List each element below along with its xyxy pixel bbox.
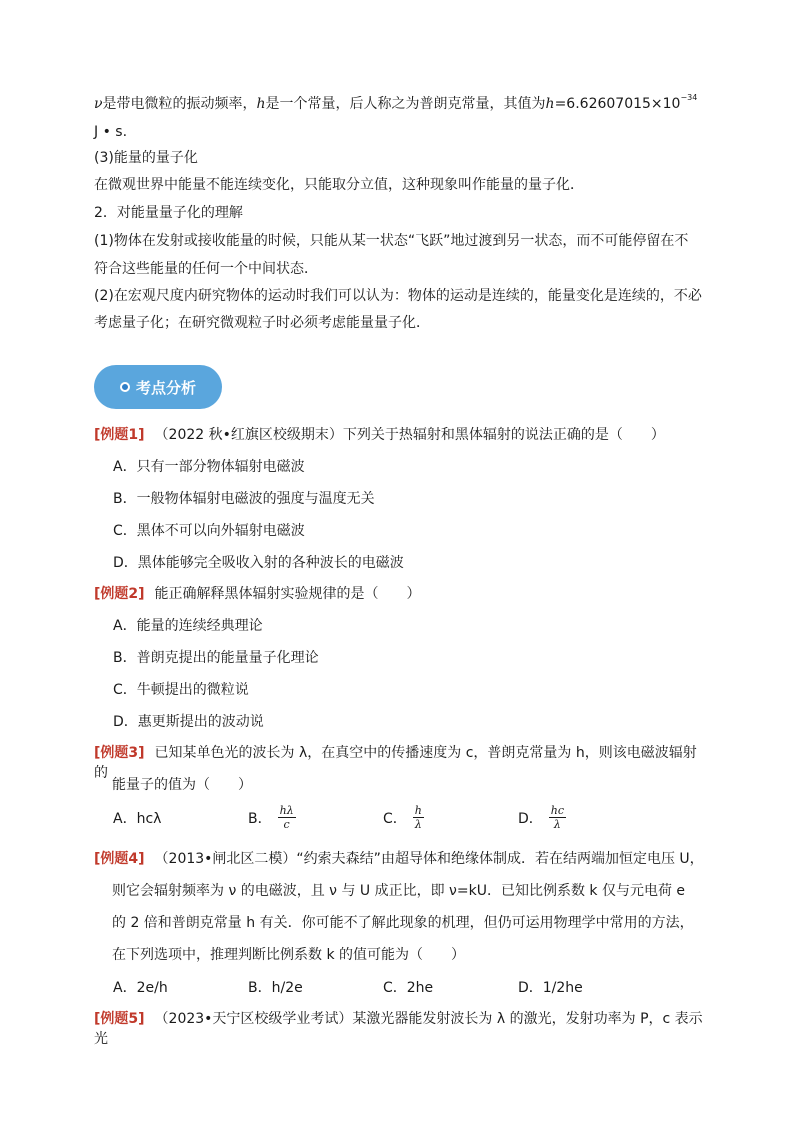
bullet-icon [120, 382, 130, 392]
question-2 [94, 584, 704, 604]
section-3-title: (3)能量的量子化 [94, 150, 198, 166]
question-1 [94, 425, 704, 445]
question-4-cont-1: 则它会辐射频率为 ν 的电磁波，且 ν 与 U 成正比，即 ν=kU．已知比例系数 k 仅与元电荷 e [112, 883, 686, 899]
q1-option-c[interactable]: C．黑体不可以向外辐射电磁波 [113, 523, 305, 539]
q3-options [113, 804, 673, 831]
question-label: [例题2] [94, 586, 145, 602]
fraction: $\frac{h}{\lambda}$ [414, 804, 422, 831]
point-1-line-1: (1)物体在发射或接收能量的时候，只能从某一状态“飞跃”地过渡到另一状态，而不可能停留在不 [94, 233, 689, 249]
q1-option-d[interactable]: D．黑体能够完全吸收入射的各种波长的电磁波 [113, 555, 404, 571]
intro-line-2: J • s. [94, 124, 128, 140]
point-2-line-2: 考虑量子化；在研究微观粒子时必须考虑能量量子化． [94, 315, 430, 331]
question-4-cont-3: 在下列选项中，推理判断比例系数 k 的值可能为（ ） [112, 947, 466, 963]
q4-option-b[interactable]: B．h/2e [248, 980, 303, 996]
point-2-line-1: (2)在宏观尺度内研究物体的运动时我们可以认为：物体的运动是连续的，能量变化是连续的，不必 [94, 288, 702, 304]
q4-option-d[interactable]: D．1/2he [518, 980, 583, 996]
q4-option-a[interactable]: A．2e/h [113, 980, 168, 996]
question-text: 能正确解释黑体辐射实验规律的是（ ） [154, 586, 421, 602]
intro-line-1: ν是带电微粒的振动频率，h是一个常量，后人称之为普朗克常量，其值为$h=6.62607015\times 10^{-34}$ [94, 93, 698, 112]
q3-option-c[interactable]: C． $\frac{h}{\lambda}$ [383, 804, 422, 831]
question-text: （2023•天宁区校级学业考试）某激光器能发射波长为 λ 的激光，发射功率为 P，c 表示光 [94, 1011, 703, 1047]
question-label: [例题4] [94, 851, 145, 867]
section-badge [94, 365, 222, 409]
q3-option-b[interactable]: B． $\frac{h\lambda}{c}$ [248, 804, 294, 831]
q1-option-b[interactable]: B．一般物体辐射电磁波的强度与温度无关 [113, 491, 375, 507]
q4-option-c[interactable]: C．2he [383, 980, 434, 996]
point-1-line-2: 符合这些能量的任何一个中间状态． [94, 261, 318, 277]
q2-option-d[interactable]: D．惠更斯提出的波动说 [113, 714, 264, 730]
q4-options [113, 977, 673, 997]
question-text: （2013•闸北区二模）“约索夫森结”由超导体和绝缘体制成．若在结两端加恒定电压 U， [154, 851, 704, 867]
q2-option-c[interactable]: C．牛顿提出的微粒说 [113, 682, 249, 698]
question-text: （2022 秋•红旗区校级期末）下列关于热辐射和黑体辐射的说法正确的是（ ） [154, 427, 665, 443]
question-label: [例题1] [94, 427, 145, 443]
badge-label: 考点分析 [135, 378, 196, 397]
question-label: [例题3] [94, 745, 145, 761]
q1-option-a[interactable]: A．只有一部分物体辐射电磁波 [113, 459, 305, 475]
question-text: 已知某单色光的波长为 λ，在真空中的传播速度为 c，普朗克常量为 h，则该电磁波辐射的 [94, 745, 697, 781]
question-4-cont-2: 的 2 倍和普朗克常量 h 有关．你可能不了解此现象的机理，但仍可运用物理学中常用的方法， [112, 915, 694, 931]
section-3-body: 在微观世界中能量不能连续变化，只能取分立值，这种现象叫作能量的量子化． [94, 177, 584, 193]
q2-option-a[interactable]: A．能量的连续经典理论 [113, 618, 263, 634]
q3-option-a[interactable]: A．hcλ [113, 810, 162, 827]
q2-option-b[interactable]: B．普朗克提出的能量量子化理论 [113, 650, 319, 666]
fraction: $\frac{h\lambda}{c}$ [279, 804, 294, 831]
question-4 [94, 849, 704, 869]
section-2-title: 2．对能量量子化的理解 [94, 205, 243, 221]
question-3-cont: 能量子的值为（ ） [112, 777, 252, 793]
question-5 [94, 1009, 704, 1049]
question-label: [例题5] [94, 1011, 145, 1027]
fraction: $\frac{hc}{\lambda}$ [550, 804, 565, 831]
q3-option-d[interactable]: D． $\frac{hc}{\lambda}$ [518, 804, 565, 831]
